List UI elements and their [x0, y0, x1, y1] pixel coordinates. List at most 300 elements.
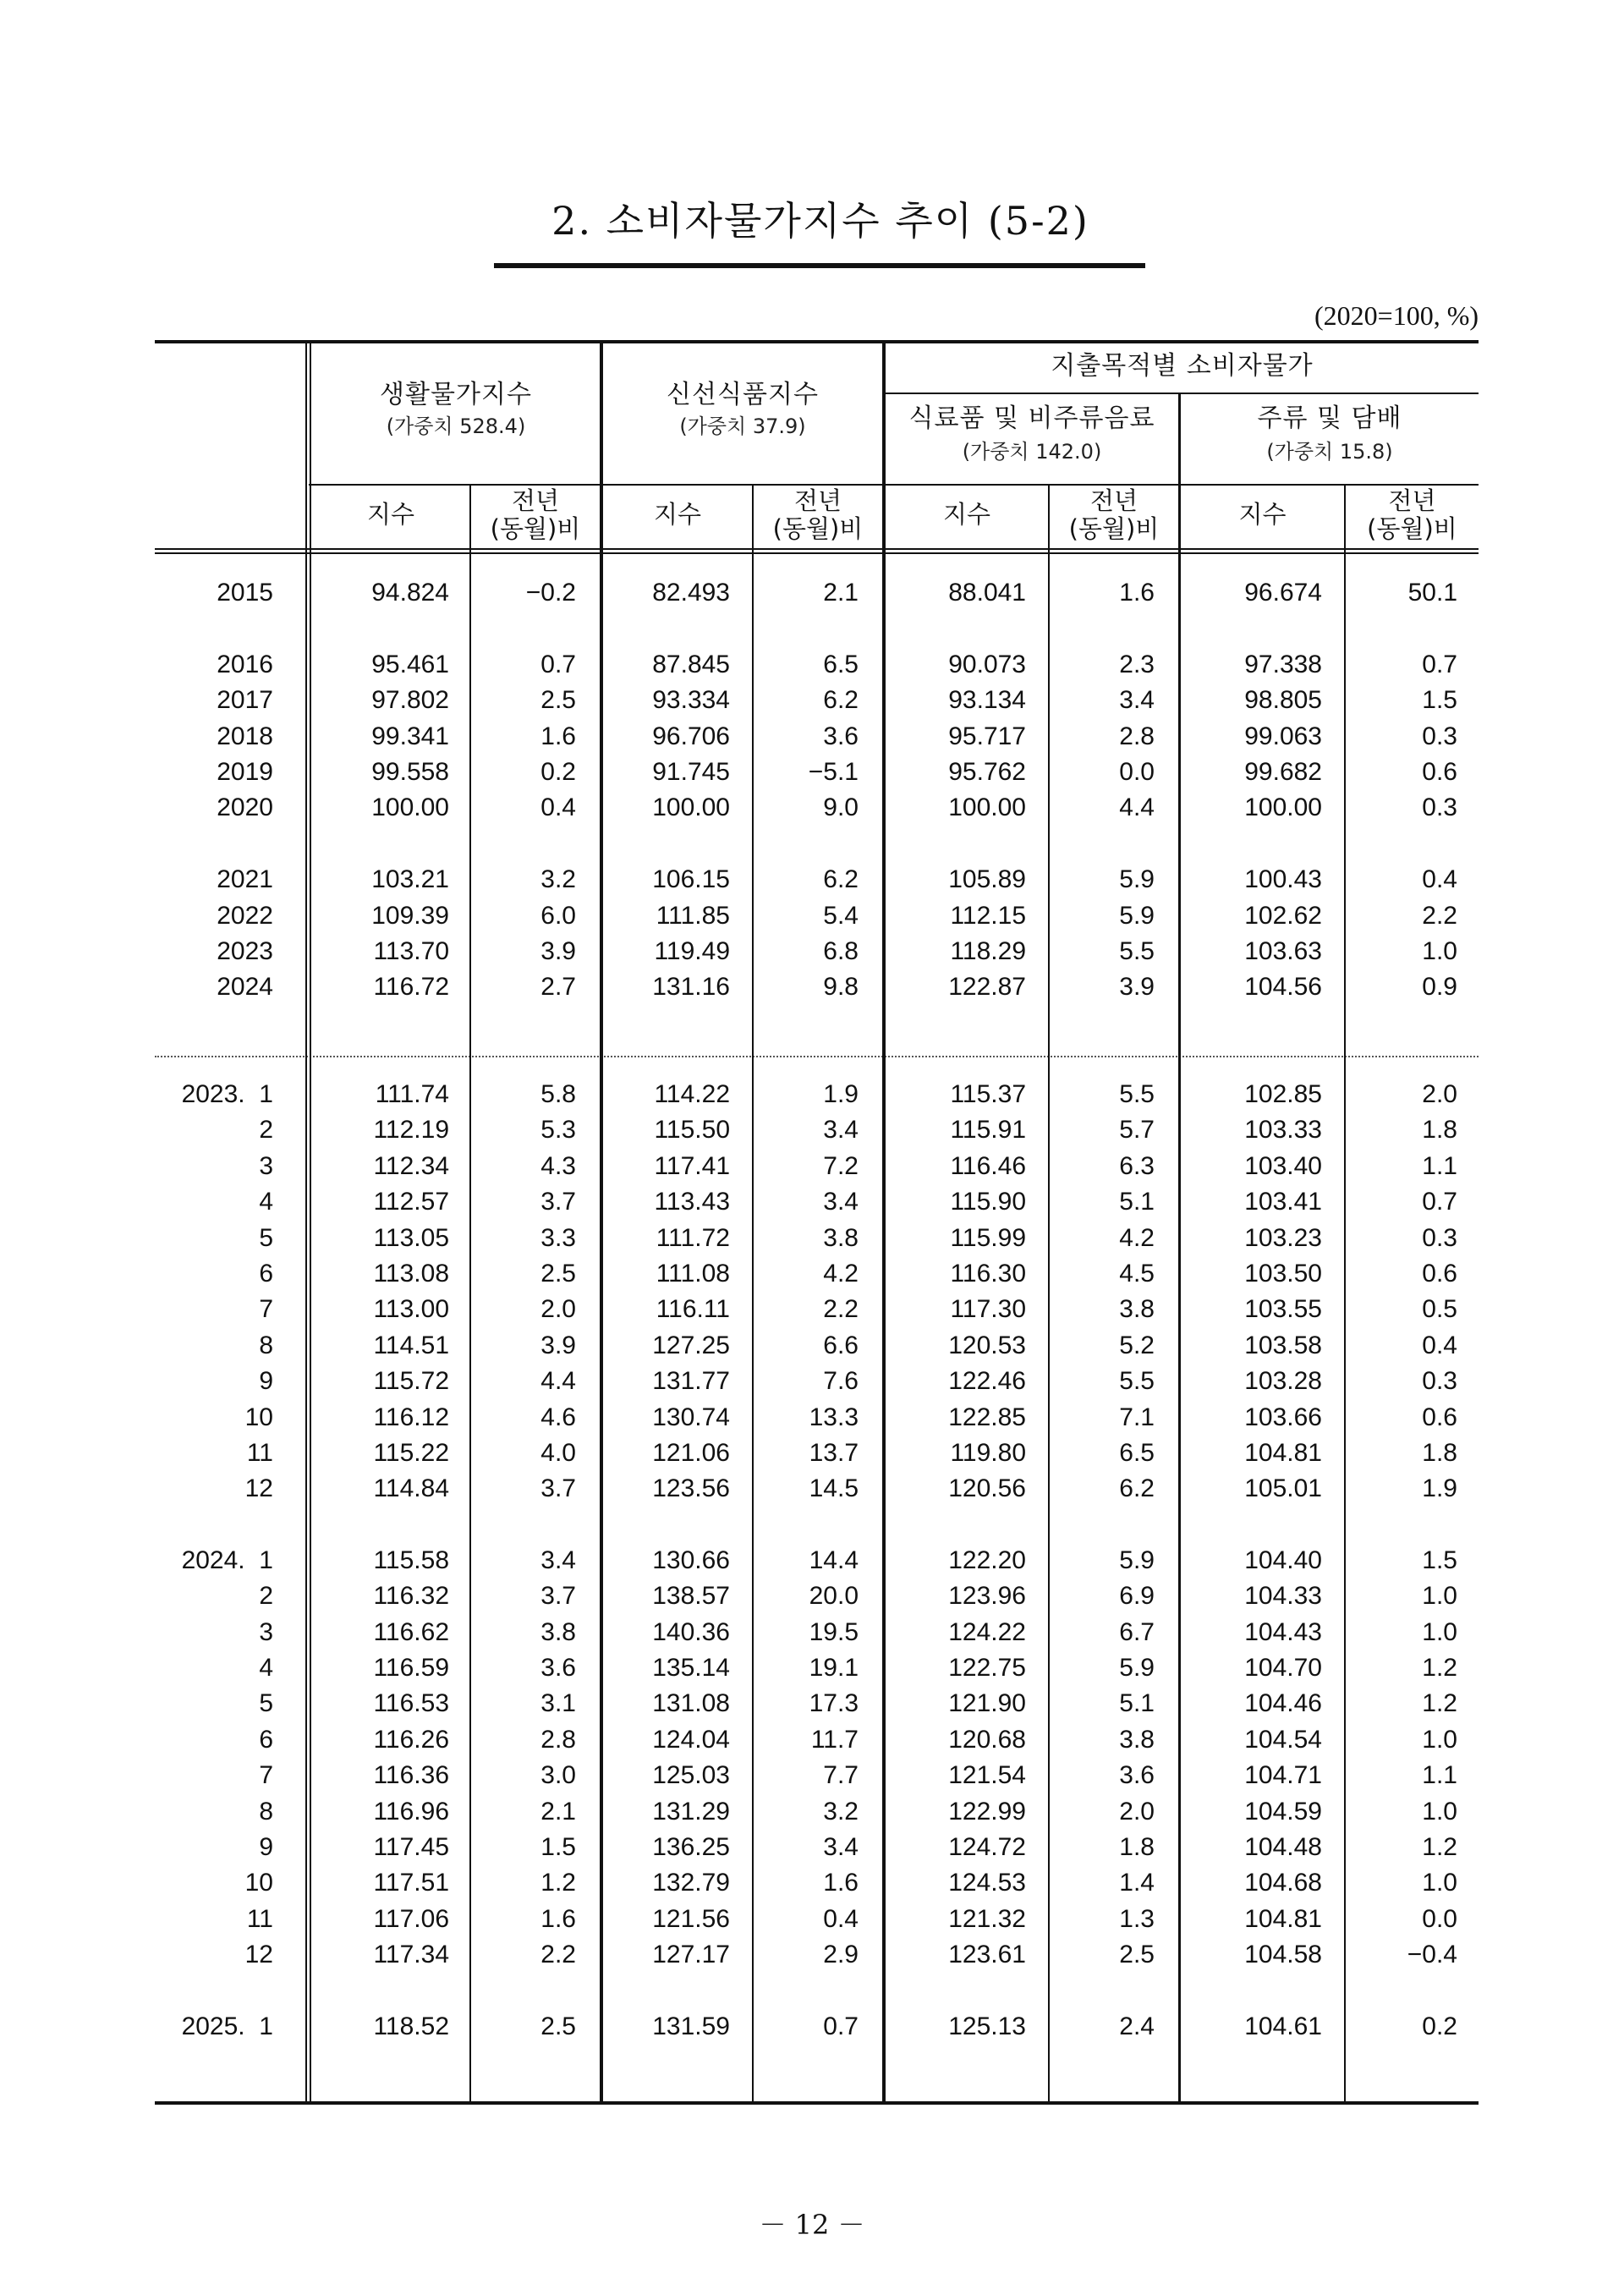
table-row [155, 1759, 1479, 1793]
value-cell: 104.68 [1244, 1869, 1322, 1897]
value-cell: 0.5 [1422, 1295, 1457, 1323]
value-cell: 2.9 [823, 1941, 859, 1968]
table-row [155, 1866, 1479, 1900]
value-cell: 3.9 [540, 1331, 576, 1359]
table-row [155, 1185, 1479, 1219]
period-cell: 4 [259, 1188, 273, 1216]
table-row [155, 1364, 1479, 1398]
table-row [155, 720, 1479, 754]
value-cell: 104.70 [1244, 1654, 1322, 1682]
value-cell: 120.53 [948, 1331, 1026, 1359]
value-cell: 0.0 [1119, 758, 1155, 786]
value-cell: 4.2 [1119, 1224, 1155, 1252]
value-cell: 119.80 [950, 1439, 1026, 1467]
value-cell: 2.0 [1119, 1798, 1155, 1826]
period-cell: 7 [259, 1295, 273, 1323]
value-cell: 2.8 [1119, 722, 1155, 750]
table-row [155, 1436, 1479, 1470]
value-cell: 50.1 [1407, 579, 1457, 607]
value-cell: 113.70 [373, 937, 449, 965]
value-cell: 0.7 [540, 651, 576, 678]
value-cell: 123.96 [948, 1582, 1026, 1610]
value-cell: 116.53 [373, 1689, 449, 1717]
value-cell: 115.72 [373, 1367, 449, 1395]
value-cell: 131.29 [652, 1798, 730, 1826]
table-row [155, 791, 1479, 825]
value-cell: 5.1 [1119, 1188, 1155, 1216]
value-cell: 1.8 [1119, 1833, 1155, 1861]
value-cell: 111.72 [656, 1224, 730, 1252]
value-cell: 0.0 [1422, 1905, 1457, 1933]
period-cell: 10 [244, 1869, 273, 1897]
value-cell: 131.77 [652, 1367, 730, 1395]
value-cell: 1.6 [823, 1869, 859, 1897]
value-cell: 20.0 [809, 1582, 859, 1610]
cpi-table [155, 340, 1479, 2105]
value-cell: 127.25 [652, 1331, 730, 1359]
value-cell: 6.6 [823, 1331, 859, 1359]
value-cell: 1.9 [1422, 1474, 1457, 1502]
period-cell: 2023. 1 [181, 1080, 273, 1108]
value-cell: 116.30 [950, 1260, 1026, 1288]
food-beverage-header [886, 404, 1178, 464]
value-cell: 117.45 [373, 1833, 449, 1861]
value-cell: 1.8 [1422, 1116, 1457, 1144]
alcohol-tobacco-header [1181, 404, 1479, 464]
value-cell: 2.5 [1119, 1941, 1155, 1968]
value-cell: 0.6 [1422, 1403, 1457, 1431]
value-cell: 100.43 [1244, 865, 1322, 893]
value-cell: 6.0 [540, 902, 576, 930]
value-cell: 127.17 [652, 1941, 730, 1968]
period-cell: 10 [244, 1403, 273, 1431]
value-cell: 2.2 [823, 1295, 859, 1323]
value-cell: 0.7 [1422, 651, 1457, 678]
value-cell: 121.06 [652, 1439, 730, 1467]
value-cell: 2.2 [1422, 902, 1457, 930]
value-cell: 112.15 [950, 902, 1026, 930]
value-cell: 0.6 [1422, 758, 1457, 786]
period-cell: 2015 [217, 579, 273, 607]
value-cell: 116.26 [373, 1726, 449, 1754]
table-row [155, 1831, 1479, 1864]
table-row [155, 1938, 1479, 1972]
value-cell: 91.745 [652, 758, 730, 786]
value-cell: 122.20 [948, 1546, 1026, 1574]
value-cell: 124.53 [948, 1869, 1026, 1897]
value-cell: 0.4 [1422, 1331, 1457, 1359]
value-cell: 7.2 [823, 1152, 859, 1180]
period-cell: 9 [259, 1833, 273, 1861]
value-cell: 5.8 [540, 1080, 576, 1108]
value-cell: 105.89 [948, 865, 1026, 893]
fresh-food-weight: (가중치 37.9) [679, 414, 806, 438]
food-yoy-line1: 전년 [1089, 486, 1138, 515]
unit-note: (2020=100, %) [1314, 300, 1479, 331]
value-cell: 122.46 [948, 1367, 1026, 1395]
table-row [155, 1687, 1479, 1721]
value-cell: 103.41 [1244, 1188, 1322, 1216]
value-cell: 103.40 [1244, 1152, 1322, 1180]
value-cell: 113.00 [373, 1295, 449, 1323]
value-cell: 100.00 [652, 793, 730, 821]
page-title: 2. 소비자물가지수 추이 (5-2) [551, 198, 1089, 244]
value-cell: 103.28 [1244, 1367, 1322, 1395]
value-cell: 104.61 [1244, 2012, 1322, 2040]
value-cell: 113.08 [373, 1260, 449, 1288]
value-cell: 1.3 [1119, 1905, 1155, 1933]
value-cell: 4.4 [1119, 793, 1155, 821]
value-cell: 19.1 [809, 1654, 859, 1682]
period-cell: 11 [246, 1905, 273, 1933]
value-cell: 3.4 [540, 1546, 576, 1574]
value-cell: 7.7 [823, 1761, 859, 1789]
value-cell: 103.21 [371, 865, 449, 893]
value-cell: 5.1 [1119, 1689, 1155, 1717]
value-cell: 99.558 [371, 758, 449, 786]
value-cell: 1.4 [1119, 1869, 1155, 1897]
living-yoy-line2: (동월)비 [490, 514, 581, 544]
value-cell: 116.36 [373, 1761, 449, 1789]
value-cell: 115.99 [950, 1224, 1026, 1252]
table-row [155, 576, 1479, 610]
value-cell: 116.59 [373, 1654, 449, 1682]
value-cell: 135.14 [652, 1654, 730, 1682]
period-cell: 5 [259, 1689, 273, 1717]
value-cell: 0.6 [1422, 1260, 1457, 1288]
value-cell: 1.8 [1422, 1439, 1457, 1467]
value-cell: 112.34 [373, 1152, 449, 1180]
value-cell: −5.1 [808, 758, 859, 786]
value-cell: 9.8 [823, 973, 859, 1001]
period-cell: 2022 [217, 902, 273, 930]
value-cell: 5.5 [1119, 1080, 1155, 1108]
value-cell: 138.57 [652, 1582, 730, 1610]
value-cell: 116.32 [373, 1582, 449, 1610]
value-cell: 0.2 [540, 758, 576, 786]
value-cell: 3.6 [540, 1654, 576, 1682]
value-cell: 104.58 [1244, 1941, 1322, 1968]
alcohol-yoy-line2: (동월)비 [1367, 514, 1457, 544]
value-cell: 0.3 [1422, 722, 1457, 750]
value-cell: 122.99 [948, 1798, 1026, 1826]
period-cell: 12 [244, 1941, 273, 1968]
value-cell: 2.4 [1119, 2012, 1155, 2040]
value-cell: 1.2 [1422, 1689, 1457, 1717]
fresh-yoy-line1: 전년 [793, 486, 842, 515]
period-cell: 12 [244, 1474, 273, 1502]
value-cell: 1.0 [1422, 1798, 1457, 1826]
value-cell: 123.56 [652, 1474, 730, 1502]
value-cell: 3.8 [1119, 1726, 1155, 1754]
value-cell: 3.6 [823, 722, 859, 750]
table-row [155, 1113, 1479, 1147]
value-cell: 104.59 [1244, 1798, 1322, 1826]
fresh-yoy-subheader [754, 487, 882, 544]
value-cell: 116.96 [373, 1798, 449, 1826]
table-row [155, 1795, 1479, 1829]
value-cell: −0.4 [1407, 1941, 1457, 1968]
value-cell: 100.00 [948, 793, 1026, 821]
value-cell: 4.2 [823, 1260, 859, 1288]
value-cell: 2.8 [540, 1726, 576, 1754]
value-cell: 93.134 [948, 686, 1026, 714]
period-cell: 2023 [217, 937, 273, 965]
value-cell: 115.37 [950, 1080, 1026, 1108]
value-cell: 2.1 [823, 579, 859, 607]
table-row [155, 1222, 1479, 1255]
period-cell: 6 [259, 1260, 273, 1288]
living-index-subheader: 지수 [366, 500, 415, 529]
value-cell: 2.2 [540, 1941, 576, 1968]
value-cell: −0.2 [525, 579, 576, 607]
value-cell: 1.0 [1422, 1726, 1457, 1754]
value-cell: 105.01 [1244, 1474, 1322, 1502]
table-row [155, 1150, 1479, 1183]
value-cell: 2.5 [540, 2012, 576, 2040]
value-cell: 103.63 [1244, 937, 1322, 965]
alcohol-yoy-subheader [1346, 487, 1479, 544]
value-cell: 0.4 [823, 1905, 859, 1933]
value-cell: 115.90 [950, 1188, 1026, 1216]
value-cell: 1.2 [540, 1869, 576, 1897]
value-cell: 0.4 [540, 793, 576, 821]
value-cell: 3.0 [540, 1761, 576, 1789]
value-cell: 0.7 [1422, 1188, 1457, 1216]
value-cell: 115.50 [654, 1116, 730, 1144]
value-cell: 0.3 [1422, 1224, 1457, 1252]
period-cell: 5 [259, 1224, 273, 1252]
value-cell: 104.56 [1244, 973, 1322, 1001]
value-cell: 117.34 [373, 1941, 449, 1968]
value-cell: 113.43 [654, 1188, 730, 1216]
value-cell: 3.2 [540, 865, 576, 893]
value-cell: 114.51 [373, 1331, 449, 1359]
value-cell: 117.41 [654, 1152, 730, 1180]
alcohol-tobacco-weight: (가중치 15.8) [1266, 439, 1393, 464]
value-cell: 94.824 [371, 579, 449, 607]
value-cell: 112.19 [373, 1116, 449, 1144]
table-row [155, 1544, 1479, 1578]
value-cell: 17.3 [809, 1689, 859, 1717]
living-yoy-subheader [471, 487, 600, 544]
table-row [155, 1293, 1479, 1326]
value-cell: 116.62 [373, 1618, 449, 1646]
value-cell: 109.39 [371, 902, 449, 930]
table-row [155, 684, 1479, 717]
value-cell: 1.2 [1422, 1833, 1457, 1861]
value-cell: 4.6 [540, 1403, 576, 1431]
value-cell: 97.338 [1244, 651, 1322, 678]
value-cell: 114.22 [654, 1080, 730, 1108]
period-cell: 2 [259, 1582, 273, 1610]
value-cell: 5.9 [1119, 1546, 1155, 1574]
living-index-name: 생활물가지수 [380, 380, 532, 409]
value-cell: 95.717 [948, 722, 1026, 750]
table-row [155, 935, 1479, 969]
value-cell: 82.493 [652, 579, 730, 607]
value-cell: 120.56 [948, 1474, 1026, 1502]
value-cell: 98.805 [1244, 686, 1322, 714]
value-cell: 3.7 [540, 1474, 576, 1502]
value-cell: 117.06 [373, 1905, 449, 1933]
food-yoy-subheader [1050, 487, 1178, 544]
value-cell: 99.682 [1244, 758, 1322, 786]
value-cell: 6.5 [823, 651, 859, 678]
value-cell: 3.8 [1119, 1295, 1155, 1323]
living-index-weight: (가중치 528.4) [386, 414, 526, 438]
value-cell: 124.04 [652, 1726, 730, 1754]
value-cell: 0.3 [1422, 1367, 1457, 1395]
value-cell: 121.90 [948, 1689, 1026, 1717]
value-cell: 1.1 [1422, 1152, 1457, 1180]
value-cell: 106.15 [652, 865, 730, 893]
value-cell: 6.2 [823, 865, 859, 893]
table-bottom-rule [155, 2101, 1479, 2105]
value-cell: 6.3 [1119, 1152, 1155, 1180]
value-cell: 100.00 [1244, 793, 1322, 821]
value-cell: 3.4 [823, 1188, 859, 1216]
value-cell: 140.36 [652, 1618, 730, 1646]
table-row [155, 1257, 1479, 1291]
value-cell: 19.5 [809, 1618, 859, 1646]
value-cell: 121.54 [948, 1761, 1026, 1789]
value-cell: 1.0 [1422, 937, 1457, 965]
alcohol-tobacco-name: 주류 및 담배 [1257, 404, 1402, 433]
period-cell: 9 [259, 1367, 273, 1395]
value-cell: 121.56 [652, 1905, 730, 1933]
value-cell: 2.5 [540, 1260, 576, 1288]
value-cell: 100.00 [371, 793, 449, 821]
value-cell: 99.063 [1244, 722, 1322, 750]
value-cell: 116.11 [656, 1295, 730, 1323]
period-cell: 2 [259, 1116, 273, 1144]
value-cell: 96.674 [1244, 579, 1322, 607]
value-cell: 102.62 [1244, 902, 1322, 930]
table-row [155, 1902, 1479, 1936]
value-cell: 2.0 [540, 1295, 576, 1323]
value-cell: 3.9 [540, 937, 576, 965]
value-cell: 5.4 [823, 902, 859, 930]
value-cell: 104.54 [1244, 1726, 1322, 1754]
value-cell: 103.55 [1244, 1295, 1322, 1323]
value-cell: 93.334 [652, 686, 730, 714]
value-cell: 130.66 [652, 1546, 730, 1574]
value-cell: 3.2 [823, 1798, 859, 1826]
value-cell: 103.50 [1244, 1260, 1322, 1288]
value-cell: 5.5 [1119, 937, 1155, 965]
alcohol-yoy-line1: 전년 [1388, 486, 1436, 515]
value-cell: 1.2 [1422, 1654, 1457, 1682]
table-row [155, 1329, 1479, 1363]
value-cell: 6.5 [1119, 1439, 1155, 1467]
value-cell: 131.59 [652, 2012, 730, 2040]
value-cell: 119.49 [654, 937, 730, 965]
table-row [155, 970, 1479, 1004]
value-cell: 131.16 [652, 973, 730, 1001]
value-cell: 103.58 [1244, 1331, 1322, 1359]
value-cell: 1.1 [1422, 1761, 1457, 1789]
fresh-index-subheader: 지수 [653, 500, 702, 529]
period-cell: 2018 [217, 722, 273, 750]
alcohol-index-subheader: 지수 [1238, 500, 1287, 529]
food-beverage-name: 식료품 및 비주류음료 [908, 404, 1155, 433]
value-cell: 103.66 [1244, 1403, 1322, 1431]
period-cell: 2016 [217, 651, 273, 678]
value-cell: 6.2 [823, 686, 859, 714]
value-cell: 1.9 [823, 1080, 859, 1108]
period-cell: 2020 [217, 793, 273, 821]
value-cell: 132.79 [652, 1869, 730, 1897]
fresh-food-name: 신선식품지수 [667, 380, 819, 409]
period-cell: 6 [259, 1726, 273, 1754]
value-cell: 136.25 [652, 1833, 730, 1861]
value-cell: 9.0 [823, 793, 859, 821]
value-cell: 5.5 [1119, 1367, 1155, 1395]
value-cell: 90.073 [948, 651, 1026, 678]
value-cell: 124.72 [948, 1833, 1026, 1861]
value-cell: 6.8 [823, 937, 859, 965]
period-cell: 2019 [217, 758, 273, 786]
period-cell: 3 [259, 1618, 273, 1646]
value-cell: 2.3 [1119, 651, 1155, 678]
period-cell: 11 [246, 1439, 273, 1467]
table-row [155, 1078, 1479, 1112]
value-cell: 2.0 [1422, 1080, 1457, 1108]
value-cell: 111.85 [656, 902, 730, 930]
table-row [155, 899, 1479, 933]
table-row [155, 1651, 1479, 1685]
value-cell: 7.6 [823, 1367, 859, 1395]
value-cell: 1.6 [1119, 579, 1155, 607]
period-cell: 8 [259, 1798, 273, 1826]
table-row [155, 1401, 1479, 1435]
living-yoy-line1: 전년 [511, 486, 560, 515]
value-cell: 102.85 [1244, 1080, 1322, 1108]
value-cell: 116.72 [373, 973, 449, 1001]
fresh-yoy-line2: (동월)비 [772, 514, 864, 544]
value-cell: 3.8 [823, 1224, 859, 1252]
value-cell: 4.3 [540, 1152, 576, 1180]
value-cell: 104.46 [1244, 1689, 1322, 1717]
value-cell: 104.81 [1244, 1905, 1322, 1933]
period-cell: 3 [259, 1152, 273, 1180]
value-cell: 87.845 [652, 651, 730, 678]
value-cell: 13.7 [809, 1439, 859, 1467]
value-cell: 3.3 [540, 1224, 576, 1252]
value-cell: 2.7 [540, 973, 576, 1001]
value-cell: 6.7 [1119, 1618, 1155, 1646]
value-cell: 122.85 [948, 1403, 1026, 1431]
value-cell: 3.7 [540, 1582, 576, 1610]
value-cell: 13.3 [809, 1403, 859, 1431]
table-row [155, 1616, 1479, 1650]
value-cell: 2.5 [540, 686, 576, 714]
value-cell: 1.5 [1422, 686, 1457, 714]
value-cell: 117.51 [373, 1869, 449, 1897]
header-bottom-rule-2 [155, 552, 1479, 554]
value-cell: 96.706 [652, 722, 730, 750]
header-bottom-rule [155, 548, 1479, 550]
value-cell: 3.4 [823, 1116, 859, 1144]
period-cell: 2024. 1 [181, 1546, 273, 1574]
value-cell: 99.341 [371, 722, 449, 750]
value-cell: 103.33 [1244, 1116, 1322, 1144]
value-cell: 5.3 [540, 1116, 576, 1144]
value-cell: 6.9 [1119, 1582, 1155, 1610]
value-cell: 3.4 [823, 1833, 859, 1861]
value-cell: 114.84 [373, 1474, 449, 1502]
